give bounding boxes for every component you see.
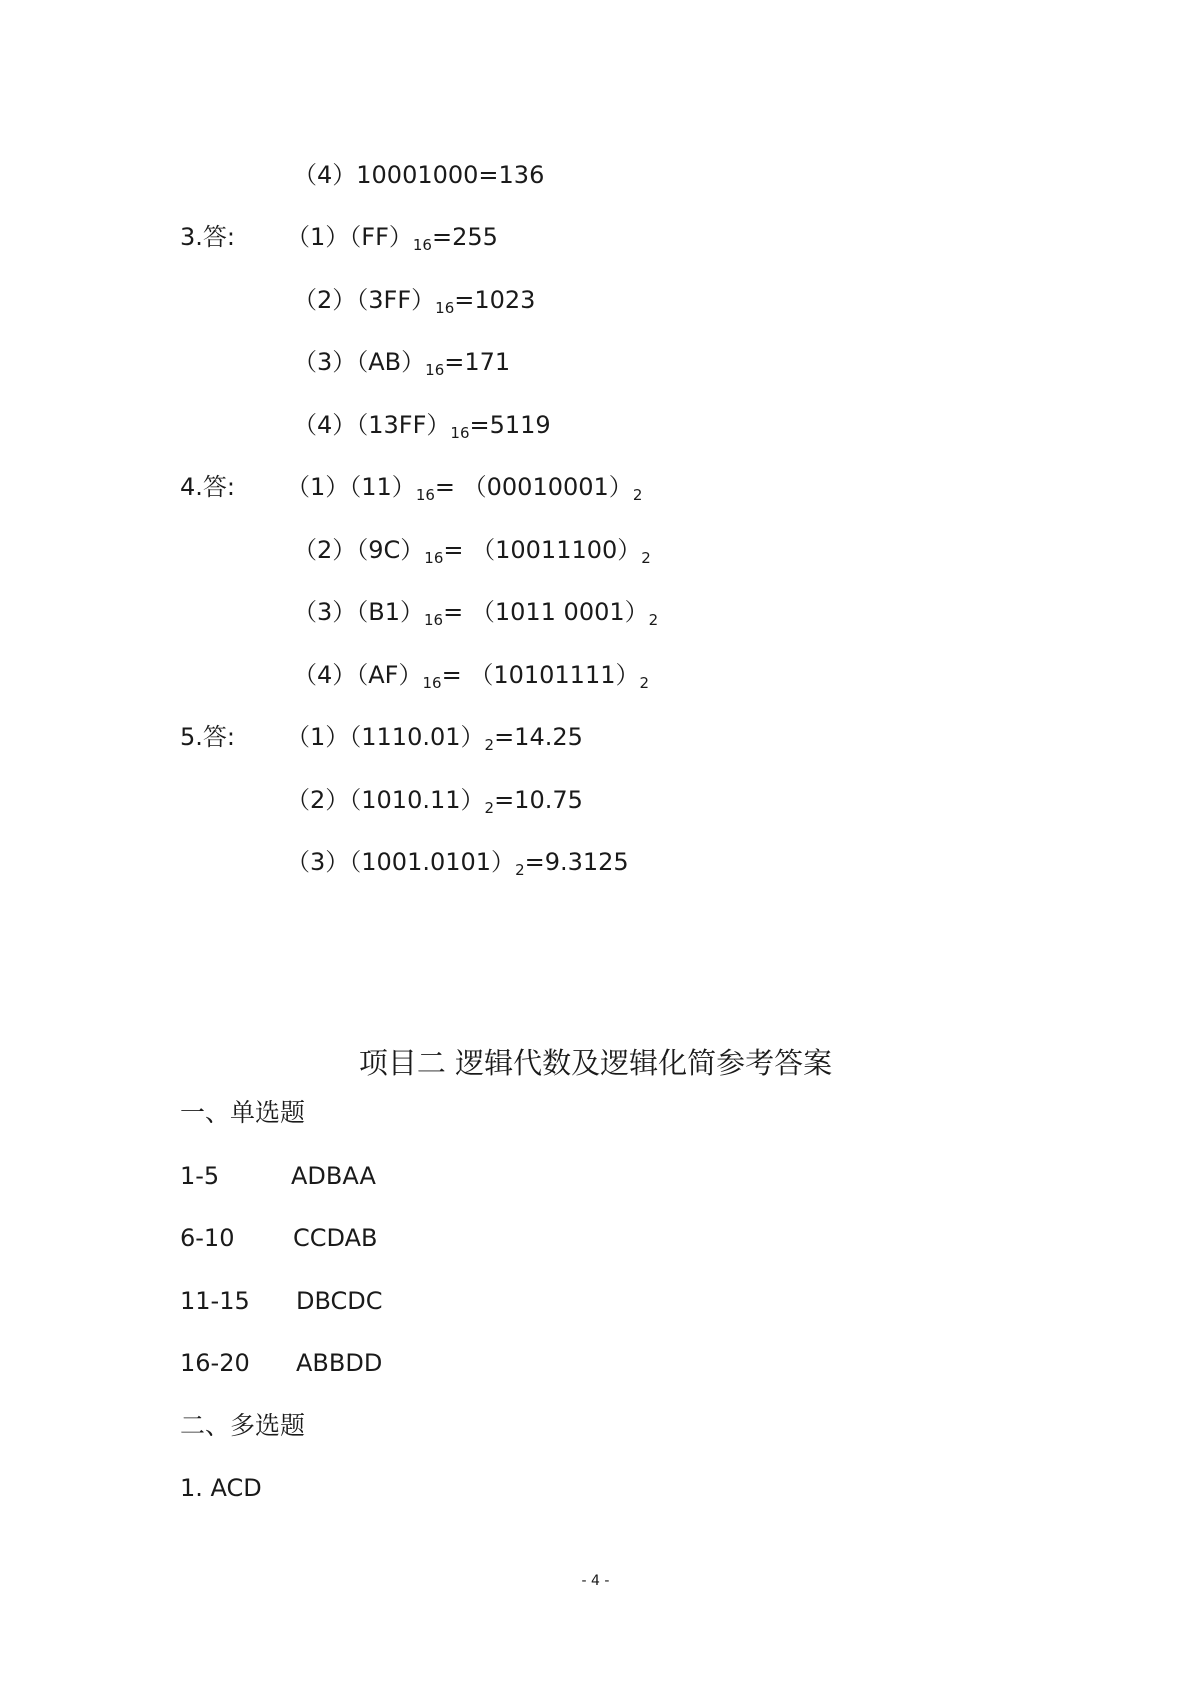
answer-key: CCDAB	[293, 1224, 378, 1252]
question-label: 5.答:	[180, 723, 235, 751]
question-label: 4.答:	[180, 473, 235, 501]
answer-key: 1. ACD	[180, 1474, 262, 1502]
answer-key: ABBDD	[296, 1349, 383, 1377]
answer-line: $(1)(FF)_{16}=255$	[286, 223, 498, 254]
answer-line: $(2)(1010.11)_2=10.75$	[286, 786, 583, 817]
answer-line: $(1)(11)_{16}= (00010001)_2$	[286, 473, 643, 504]
page-number: - 4 -	[581, 1573, 610, 1589]
answer-line: （4）10001000=136	[293, 161, 545, 189]
section-heading: 一、单选题	[180, 1098, 306, 1127]
answer-key: DBCDC	[296, 1287, 383, 1315]
answer-line: $(4)(13FF)_{16}=5119$	[293, 411, 551, 442]
answer-key: ADBAA	[291, 1162, 376, 1190]
answer-line: $(2)(9C)_{16}= (10011100)_2$	[293, 536, 651, 567]
answer-line: $(2)(3FF)_{16}=1023$	[293, 286, 536, 317]
section-heading: 二、多选题	[180, 1411, 306, 1440]
question-range: 6-10	[180, 1224, 235, 1252]
answer-line: $(3)(1001.0101)_2=9.3125$	[286, 848, 629, 879]
page-title: 项目二 逻辑代数及逻辑化简参考答案	[358, 1046, 833, 1080]
question-range: 1-5	[180, 1162, 220, 1190]
answer-line: $(1)(1110.01)_2=14.25$	[286, 723, 583, 754]
question-label: 3.答:	[180, 223, 235, 251]
answer-line: $(3)(B1)_{16}= (1011$ $0001)_2$	[293, 598, 659, 629]
question-range: 16-20	[180, 1349, 250, 1377]
answer-line: $(4)(AF)_{16}= (10101111)_2$	[293, 661, 650, 692]
answer-line: $(3)(AB)_{16}=171$	[293, 348, 511, 379]
question-range: 11-15	[180, 1287, 250, 1315]
